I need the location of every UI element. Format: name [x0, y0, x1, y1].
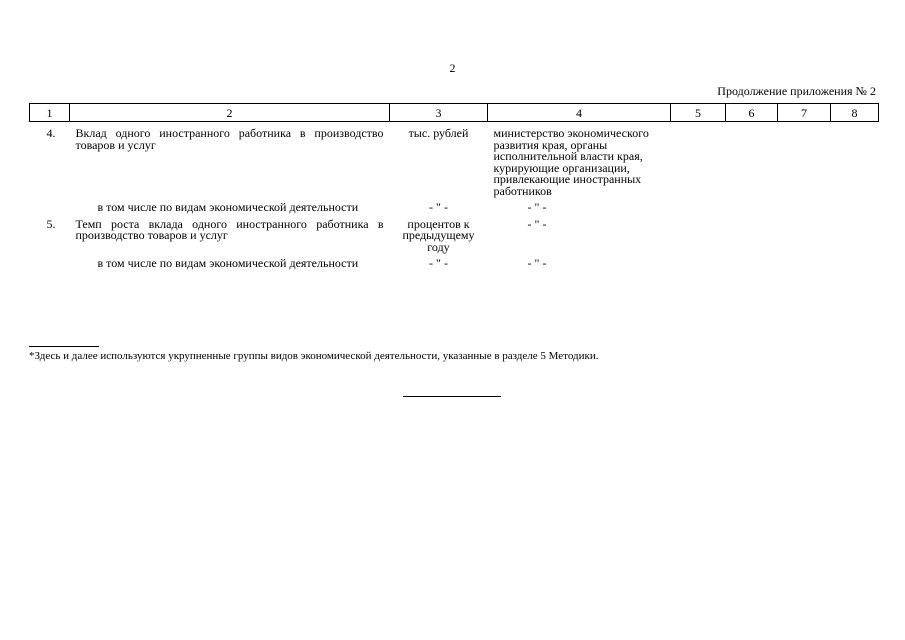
footnote-text: *Здесь и далее используются укрупненные группы видов экономической деятельности, указанные в разделе 5 Методики. — [29, 350, 599, 362]
unit-of-measure: - " - — [429, 200, 448, 214]
column-header-2: 2 — [70, 104, 390, 122]
empty-cell — [778, 122, 831, 198]
footnote-divider — [29, 346, 99, 347]
empty-cell — [726, 197, 778, 214]
empty-cell — [831, 197, 879, 214]
empty-cell — [726, 214, 778, 254]
indicator-name: Вклад одного иностранного работника в производство товаров и услуг — [75, 126, 384, 152]
page-number: 2 — [449, 61, 456, 75]
empty-cell — [671, 122, 726, 198]
empty-cell — [671, 197, 726, 214]
column-header-8: 8 — [831, 104, 879, 122]
column-header-1: 1 — [30, 104, 70, 122]
row-number: 4. — [46, 126, 56, 140]
row-number — [30, 197, 70, 214]
empty-cell — [831, 253, 879, 270]
end-of-document-rule — [403, 396, 501, 397]
empty-cell — [671, 253, 726, 270]
column-header-7: 7 — [778, 104, 831, 122]
empty-cell — [671, 214, 726, 254]
table-row — [30, 214, 879, 254]
table-row — [30, 253, 879, 270]
indicator-name: в том числе по видам экономической деятельности — [97, 200, 359, 214]
column-header-4: 4 — [488, 104, 671, 122]
row-number: 5. — [46, 216, 56, 231]
column-number-header-row — [30, 104, 879, 122]
column-header-5: 5 — [671, 104, 726, 122]
empty-cell — [726, 122, 778, 198]
unit-of-measure: тыс. рублей — [408, 126, 469, 140]
empty-cell — [778, 253, 831, 270]
empty-cell — [778, 197, 831, 214]
indicator-name: Темп роста вклада одного иностранного работника в производство товаров и услуг — [75, 216, 384, 242]
responsible-body: - " - — [527, 256, 547, 270]
unit-of-measure: процентов к предыдущему году — [402, 216, 475, 254]
column-header-6: 6 — [726, 104, 778, 122]
empty-cell — [831, 214, 879, 254]
table-row — [30, 197, 879, 214]
appendix-continuation-note: Продолжение приложения № 2 — [717, 84, 876, 98]
indicators-table — [29, 103, 879, 270]
column-header-3: 3 — [390, 104, 488, 122]
indicator-name: в том числе по видам экономической деятельности — [97, 256, 359, 270]
responsible-body: - " - — [527, 216, 547, 231]
empty-cell — [726, 253, 778, 270]
responsible-body: - " - — [527, 200, 547, 214]
empty-cell — [831, 122, 879, 198]
row-number — [30, 253, 70, 270]
table-row — [30, 122, 879, 198]
unit-of-measure: - " - — [429, 256, 448, 270]
responsible-body: министерство экономического развития края, органы исполнительной власти края, курирующие организации, привлекающие иностранных работников — [493, 126, 649, 198]
empty-cell — [778, 214, 831, 254]
